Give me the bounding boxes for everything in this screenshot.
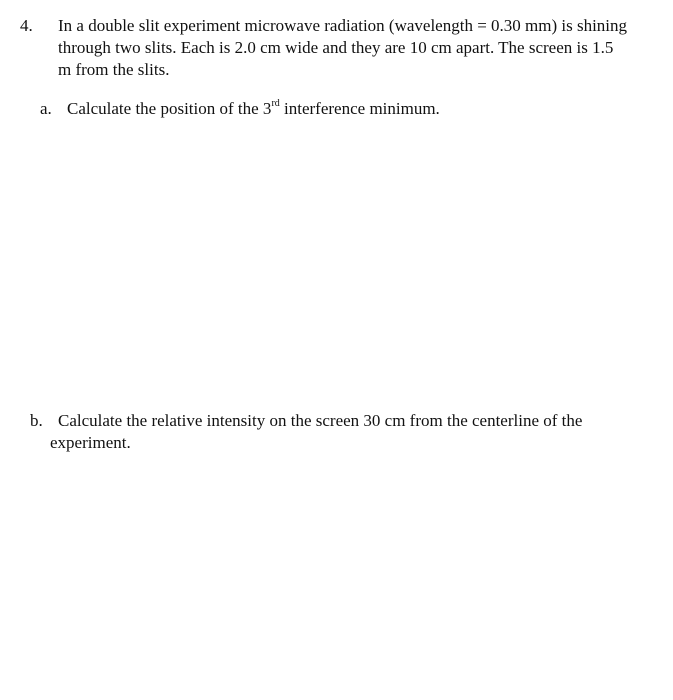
part-b-line-2: experiment.	[50, 433, 131, 452]
part-a-superscript: rd	[271, 98, 280, 109]
question-line-1: In a double slit experiment microwave radiation (wavelength = 0.30 mm) is shining	[58, 16, 628, 35]
question-text	[58, 15, 658, 81]
part-b-letter: b.	[30, 411, 43, 430]
question-number: 4.	[20, 16, 33, 35]
part-a-letter: a.	[40, 99, 52, 118]
part-b-prompt	[50, 410, 658, 454]
part-b-line-1: Calculate the relative intensity on the screen 30 cm from the centerline of the	[58, 411, 583, 430]
question-line-2: through two slits. Each is 2.0 cm wide and they are 10 cm apart. The screen is 1.5	[58, 38, 614, 57]
part-a-prompt	[67, 98, 440, 120]
part-a-text-after: interference minimum.	[279, 99, 440, 118]
question-line-3: m from the slits.	[58, 60, 170, 79]
part-a-text-before: Calculate the position of the 3	[67, 99, 272, 118]
